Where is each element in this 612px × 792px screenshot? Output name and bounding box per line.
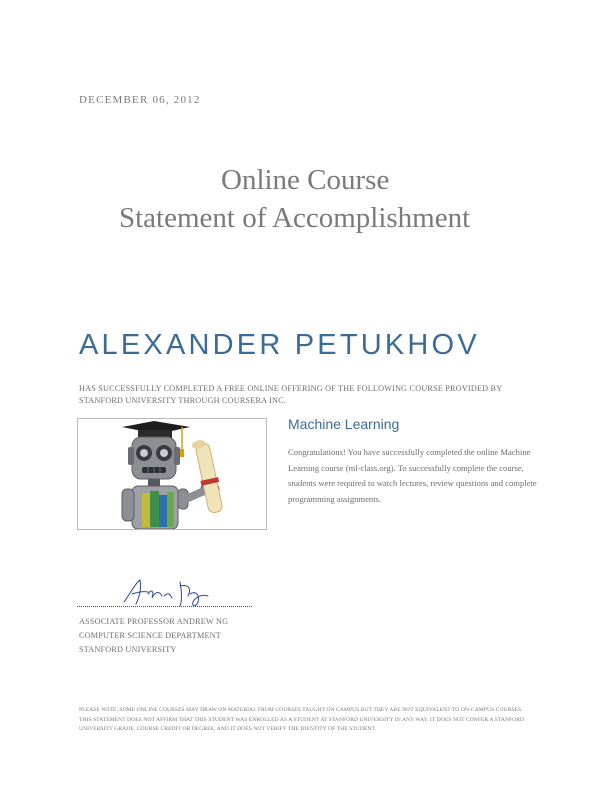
signature-icon [118, 572, 218, 610]
robot-graduate-icon [78, 419, 266, 529]
signer-title: ASSOCIATE PROFESSOR ANDREW NG [79, 617, 229, 626]
title-line-2: Statement of Accomplishment [119, 202, 471, 234]
signature [118, 572, 218, 610]
completion-statement: HAS SUCCESSFULLY COMPLETED A FREE ONLINE OFFERING OF THE FOLLOWING COURSE PROVIDED BY STANFORD UNIVERSITY THROUGH COURSERA INC. [79, 384, 503, 405]
course-description: Congratulations! You have successfully completed the online Machine Learning course (ml-class.org). To successfully complete the course, students were required to watch lectures, review questions and complete programming assignments. [288, 447, 537, 504]
signer-block [79, 615, 228, 657]
issue-date: DECEMBER 06, 2012 [79, 94, 201, 106]
course-image [77, 418, 267, 530]
signer-institution: STANFORD UNIVERSITY [79, 645, 177, 654]
student-name: ALEXANDER PETUKHOV [79, 329, 480, 361]
signature-line [77, 606, 252, 607]
signer-department: COMPUTER SCIENCE DEPARTMENT [79, 631, 221, 640]
disclaimer: PLEASE NOTE: SOME ONLINE COURSES MAY DRAW ON MATERIAL FROM COURSES TAUGHT ON CAMPUS BUT THEY ARE NOT EQUIVALENT TO ON-CAMPUS COURSES. THIS STATEMENT DOES NOT AFFIRM THAT THIS STUDENT WAS ENROLLED AS A STUDENT AT STANFORD UNIVERSITY IN ANY WAY. IT DOES NOT CONFER A STANFORD UNIVERSITY GRADE, COURSE CREDIT OR DEGREE, AND IT DOES NOT VERIFY THE IDENTITY OF THE STUDENT. [79, 707, 525, 732]
title-line-1: Online Course [221, 164, 390, 196]
course-title: Machine Learning [288, 416, 400, 432]
